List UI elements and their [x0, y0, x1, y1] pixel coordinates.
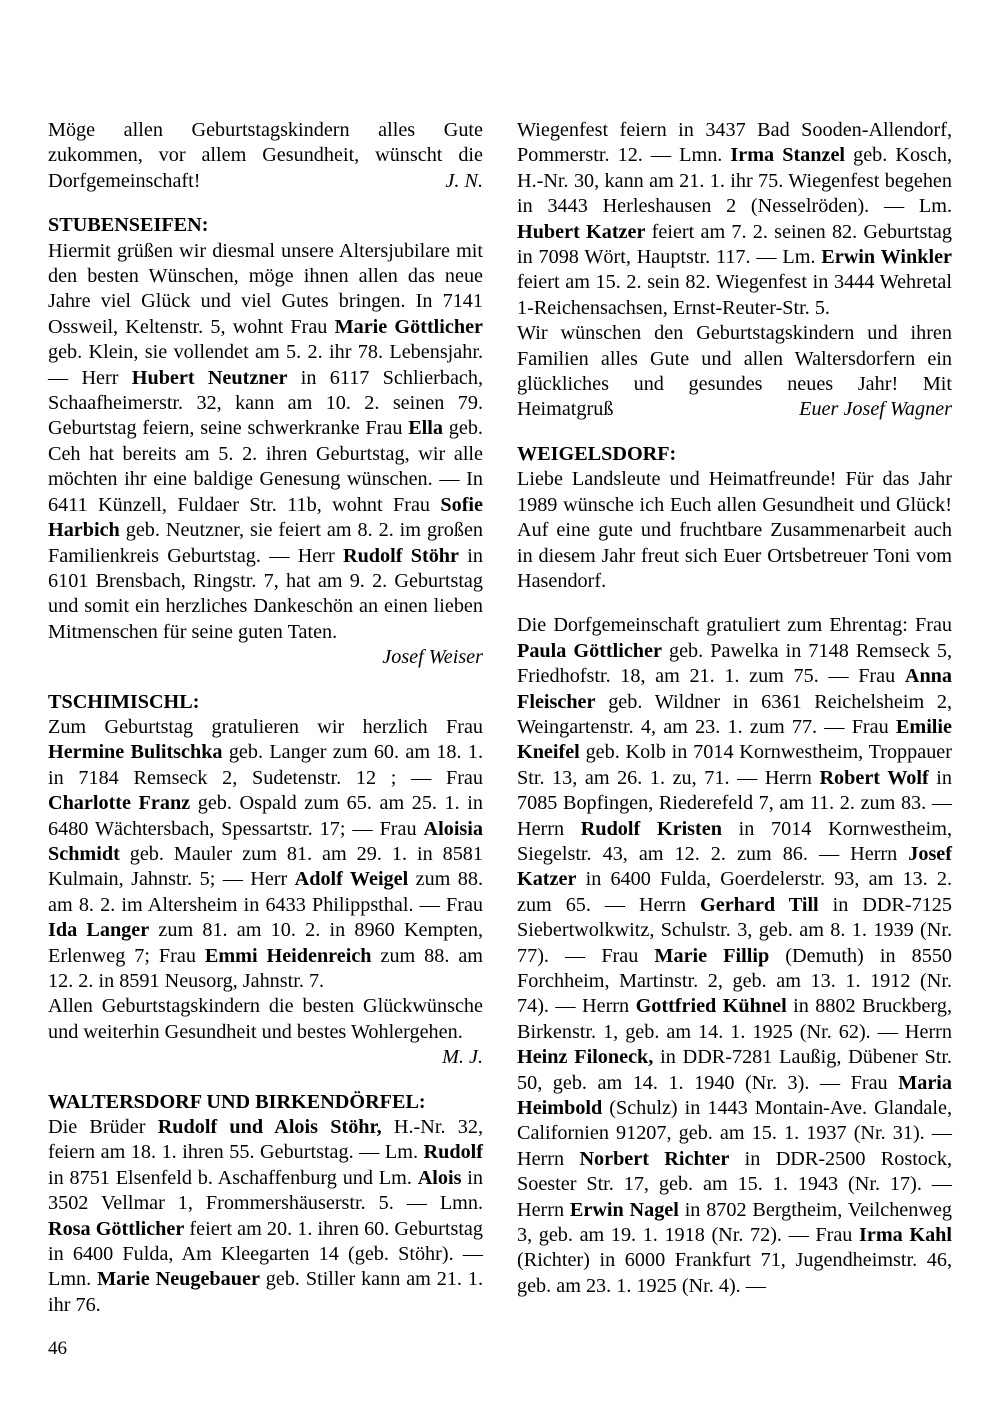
section-body-waltersdorf-closing [517, 321, 952, 423]
closing-text: Allen Geburtstagskindern die besten Glückwünsche und weiterhin Gesundheit und bestes Wohlergehen. [48, 995, 483, 1043]
section-signature-waltersdorf: Euer Josef Wagner [799, 398, 952, 421]
section-body-waltersdorf-cont: Wiegenfest feiern in 3437 Bad Sooden-Allendorf, Pommerstr. 12. — Lmn. Irma Stanzel geb. Kosch, H.-Nr. 30, kann am 21. 1. ihr 75. Wiegenfest begehen in 3443 Herleshausen 2 (Nesselröden). — Lm. Hubert Katzer feiert am 7. 2. seinen 82. Geburtstag in 7098 Wört, Hauptstr. 117. — Lm. Erwin Winkler feiert am 15. 2. sein 82. Wiegenfest in 3444 Wehretal 1-Reichensachsen, Ernst-Reuter-Str. 5. [517, 119, 953, 319]
two-column-body [48, 118, 952, 1318]
section-signature-stubenseifen: Josef Weiser [382, 646, 483, 669]
section-body-stubenseifen: Hiermit grüßen wir diesmal unsere Altersjubilare mit den besten Wünschen, möge ihnen allen das neue Jahre viel Glück und viel Gutes bringen. In 7141 Ossweil, Keltenstr. 5, wohnt Frau Marie Göttlicher geb. Klein, sie vollendet am 5. 2. ihr 78. Lebensjahr. — Herr Hubert Neutzner in 6117 Schlierbach, Schaafheimerstr. 32, kann am 10. 2. seinen 79. Geburtstag feiern, seine schwerkranke Frau Ella geb. Ceh hat bereits am 5. 2. ihren Geburtstag, wir alle möchten ihr eine baldige Genesung wünschen. — In 6411 Künzell, Fuldaer Str. 11b, wohnt Frau Sofie Harbich geb. Neutzner, sie feiert am 8. 2. im großen Familienkreis Geburtstag. — Herr Rudolf Stöhr in 6101 Brensbach, Ringstr. 7, hat am 9. 2. Geburtstag und somit ein herzliches Dankeschön an einen lieben Mitmenschen für seine guten Taten. [48, 239, 484, 643]
section-signature-tschimischl: M. J. [442, 1046, 483, 1069]
section-closing-tschimischl [48, 994, 483, 1070]
right-column [517, 118, 952, 1318]
page-number: 46 [48, 1338, 67, 1359]
section-heading-stubenseifen: STUBENSEIFEN: [48, 214, 209, 237]
section-body-weigelsdorf-list: Die Dorfgemeinschaft gratuliert zum Ehrentag: Frau Paula Göttlicher geb. Pawelka in 7148 Remseck 5, Friedhofstr. 18, am 21. 1. zum 75. — Frau Anna Fleischer geb. Wildner in 6361 Reichelsheim 2, Weingartenstr. 4, am 23. 1. zum 77. — Frau Emilie Kneifel geb. Kolb in 7014 Kornwestheim, Troppauer Str. 13, am 26. 1. zu, 71. — Herrn Robert Wolf in 7085 Bopfingen, Riederefeld 7, am 11. 2. zum 83. — Herrn Rudolf Kristen in 7014 Kornwestheim, Siegelstr. 43, am 12. 2. zum 86. — Herrn Josef Katzer in 6400 Fulda, Goerdelerstr. 93, am 13. 2. zum 65. — Herrn Gerhard Till in DDR-7125 Siebertwolkwitz, Schulstr. 3, geb. am 8. 1. 1939 (Nr. 77). — Frau Marie Fillip (Demuth) in 8550 Forchheim, Martinstr. 2, geb. am 13. 1. 1912 (Nr. 74). — Herrn Gottfried Kühnel in 8802 Bruckberg, Birkenstr. 1, geb. am 14. 1. 1925 (Nr. 62). — Herrn Heinz Filoneck, in DDR-7281 Laußig, Dübener Str. 50, geb. am 14. 1. 1940 (Nr. 3). — Frau Maria Heimbold (Schulz) in 1443 Montain-Ave. Glandale, Californien 91207, geb. am 15. 1. 1937 (Nr. 31). — Herrn Norbert Richter in DDR-2500 Rostock, Soester Str. 17, geb. am 15. 1. 1943 (Nr. 17). — Herrn Erwin Nagel in 8702 Bergtheim, Veilchenweg 3, geb. am 19. 1. 1918 (Nr. 72). — Frau Irma Kahl (Richter) in 6000 Frankfurt 71, Jugendheimstr. 46, geb. am 23. 1. 1925 (Nr. 4). — [517, 614, 953, 1297]
left-column [48, 118, 483, 1318]
intro-paragraph [48, 118, 483, 194]
closing-text-waltersdorf: Wir wünschen den Geburtstagskindern und ihren Familien alles Gute und allen Waltersdorfern ein glückliches und gesundes neues Jahr! Mit Heimatgruß [517, 322, 952, 421]
intro-signature: J. N. [445, 169, 483, 192]
section-heading-weigelsdorf: WEIGELSDORF: [517, 442, 677, 465]
intro-text: Möge allen Geburtstagskindern alles Gute zukommen, vor allem Gesundheit, wünscht die Dorfgemeinschaft! [48, 119, 483, 192]
section-heading-waltersdorf: WALTERSDORF UND BIRKENDÖRFEL: [48, 1090, 426, 1113]
section-heading-tschimischl: TSCHIMISCHL: [48, 690, 200, 713]
section-body-weigelsdorf-intro: Liebe Landsleute und Heimatfreunde! Für das Jahr 1989 wünsche ich Euch allen Gesundheit und Glück! Auf eine gute und fruchtbare Zusammenarbeit auch in diesem Jahr freut sich Euer Ortsbetreuer Toni vom Hasendorf. [517, 468, 952, 592]
section-body-waltersdorf: Die Brüder Rudolf und Alois Stöhr, H.-Nr. 32, feiern am 18. 1. ihren 55. Geburtstag. — Lm. Rudolf in 8751 Elsenfeld b. Aschaffenburg und Lm. Alois in 3502 Vellmar 1, Frommershäuserstr. 5. — Lmn. Rosa Göttlicher feiert am 20. 1. ihren 60. Geburtstag in 6400 Fulda, Am Kleegarten 14 (geb. Stöhr). — Lmn. Marie Neugebauer geb. Stiller kann am 21. 1. ihr 76. [48, 1116, 483, 1316]
section-body-tschimischl: Zum Geburtstag gratulieren wir herzlich Frau Hermine Bulitschka geb. Langer zum 60. am 18. 1. in 7184 Remseck 2, Sudetenstr. 12 ; — Frau Charlotte Franz geb. Ospald zum 65. am 25. 1. in 6480 Wächtersbach, Spessartstr. 17; — Frau Aloisia Schmidt geb. Mauler zum 81. am 29. 1. in 8581 Kulmain, Jahnstr. 5; — Herr Adolf Weigel zum 88. am 8. 2. im Altersheim in 6433 Philippsthal. — Frau Ida Langer zum 81. am 10. 2. in 8960 Kempten, Erlenweg 7; Frau Emmi Heidenreich zum 88. am 12. 2. in 8591 Neusorg, Jahnstr. 7. [48, 715, 483, 992]
